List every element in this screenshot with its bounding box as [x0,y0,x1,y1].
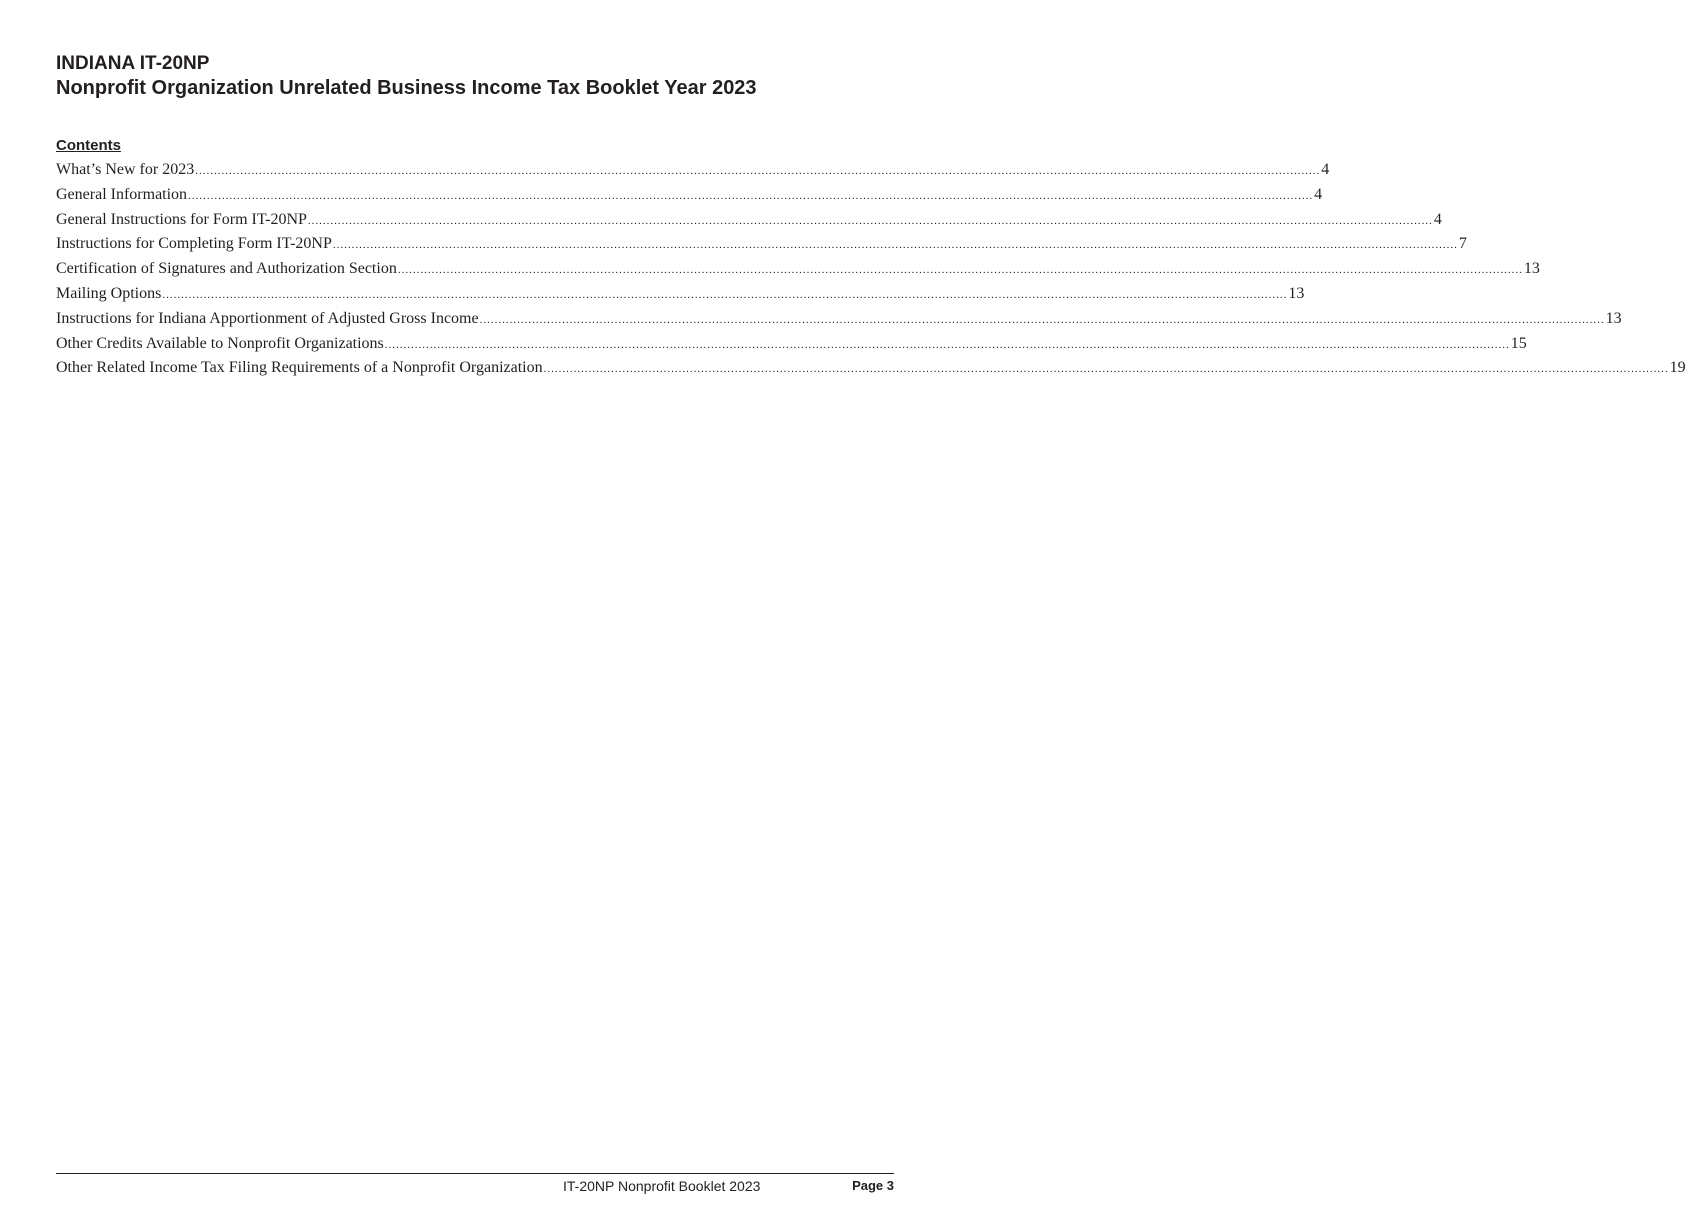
toc-entry-page: 7 [1458,235,1467,253]
contents-heading: Contents [56,137,121,154]
toc-entry-title: General Instructions for Form IT-20NP [56,210,307,228]
toc-entry-title: Certification of Signatures and Authorization Section [56,260,397,278]
toc-entry[interactable] [56,257,1540,282]
toc-leader-dots: ............................................................................................................................................................................................................................................................................................................ [332,239,1458,252]
toc-entry-page: 13 [1288,284,1305,302]
toc-entry-title: Instructions for Completing Form IT-20NP [56,235,332,253]
toc-entry-title: Other Credits Available to Nonprofit Organizations [56,334,384,352]
toc-leader-dots: ............................................................................................................................................................................................................................................................................................................ [384,338,1510,351]
toc-entry[interactable] [56,158,1330,183]
table-of-contents [56,136,1686,381]
toc-list [56,158,1686,381]
toc-entry-page: 13 [1523,260,1540,278]
toc-leader-dots: ............................................................................................................................................................................................................................................................................................................ [162,288,1288,301]
toc-entry-title: Other Related Income Tax Filing Requirements of a Nonprofit Organization [56,359,543,377]
toc-entry[interactable] [56,208,1442,233]
toc-entry[interactable] [56,332,1527,357]
document-header [56,53,896,101]
footer-page-number: Page 3 [852,1178,894,1193]
footer-booklet-name: IT-20NP Nonprofit Booklet 2023 [563,1178,761,1194]
toc-leader-dots: ............................................................................................................................................................................................................................................................................................................ [479,313,1605,326]
toc-entry-page: 19 [1669,359,1686,377]
toc-entry[interactable] [56,183,1323,208]
toc-entry[interactable] [56,307,1622,332]
toc-entry[interactable] [56,282,1305,307]
toc-leader-dots: ............................................................................................................................................................................................................................................................................................................ [188,189,1314,202]
toc-entry-title: Instructions for Indiana Apportionment of Adjusted Gross Income [56,309,479,327]
toc-leader-dots: ............................................................................................................................................................................................................................................................................................................ [195,165,1321,177]
toc-entry-page: 13 [1605,309,1622,327]
toc-leader-dots: ............................................................................................................................................................................................................................................................................................................ [307,214,1433,227]
footer-divider [56,1173,894,1174]
toc-entry-title: General Information [56,185,188,203]
toc-entry-page: 4 [1321,161,1330,178]
toc-leader-dots: ............................................................................................................................................................................................................................................................................................................ [397,264,1523,277]
toc-entry-page: 15 [1510,334,1527,352]
toc-leader-dots: ............................................................................................................................................................................................................................................................................................................ [543,363,1669,376]
toc-entry[interactable] [56,356,1686,381]
toc-entry-page: 4 [1314,185,1323,203]
toc-entry-title: Mailing Options [56,284,162,302]
toc-entry[interactable] [56,232,1467,257]
toc-entry-title: What’s New for 2023 [56,161,195,178]
toc-entry-page: 4 [1433,210,1442,228]
booklet-title: Nonprofit Organization Unrelated Business Income Tax Booklet Year 2023 [56,77,757,99]
form-id: INDIANA IT-20NP [56,53,210,74]
